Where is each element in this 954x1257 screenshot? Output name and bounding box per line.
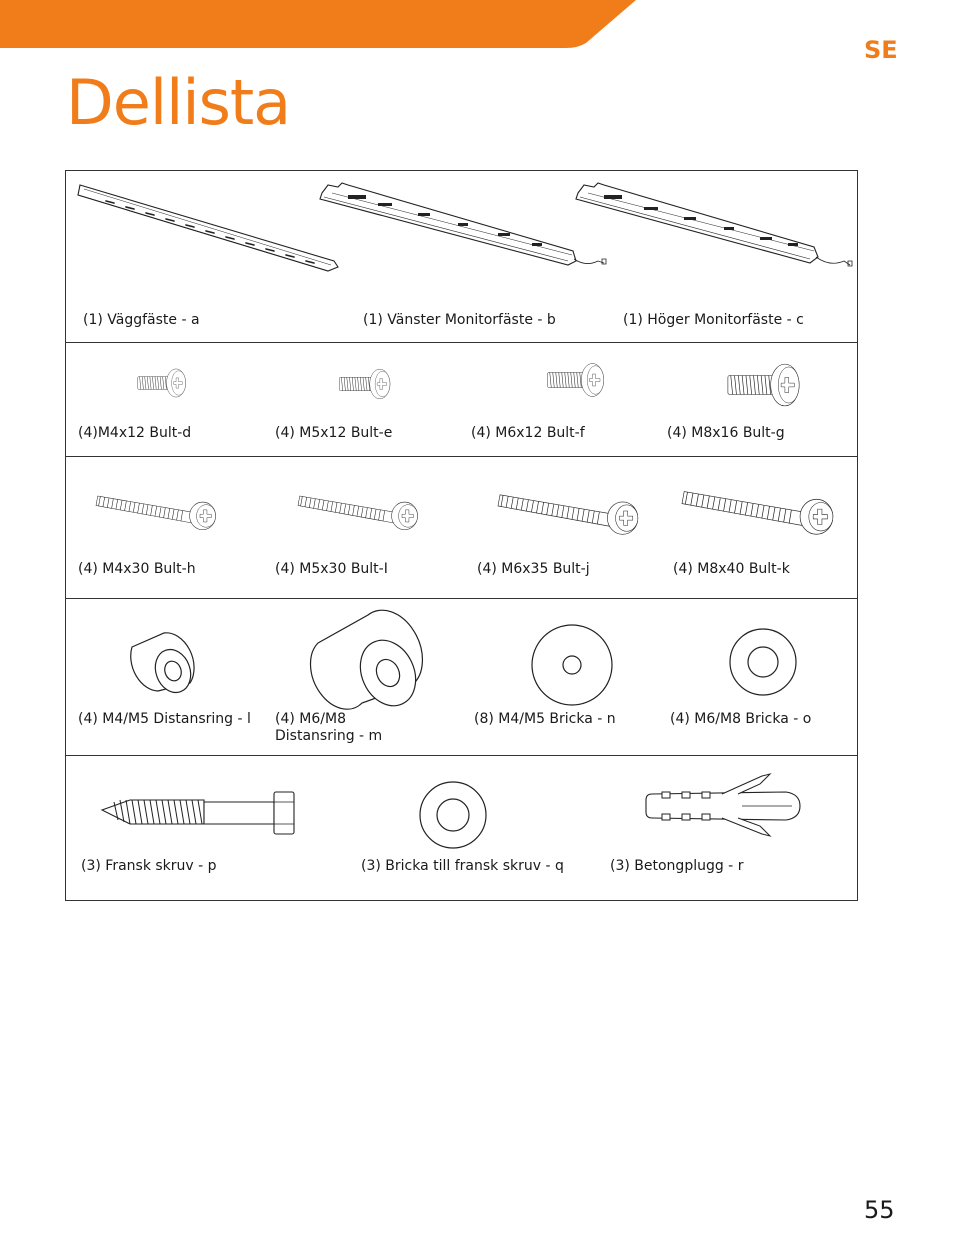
- part-label-b: (1) Vänster Monitorfäste - b: [363, 312, 556, 328]
- washer-icon: [728, 627, 798, 697]
- part-label-r: (3) Betongplugg - r: [610, 858, 744, 874]
- spacer-icon: [126, 627, 198, 693]
- parts-row-spacers-washers: [66, 599, 857, 756]
- spacer-icon: [312, 609, 420, 707]
- header-banner: [0, 0, 640, 50]
- part-label-k: (4) M8x40 Bult-k: [673, 561, 790, 577]
- part-label-n: (8) M4/M5 Bricka - n: [474, 711, 616, 727]
- washer-icon: [530, 623, 614, 707]
- bolt-icon: [298, 477, 428, 541]
- part-label-h: (4) M4x30 Bult-h: [78, 561, 196, 577]
- washer-icon: [418, 780, 488, 850]
- part-label-c: (1) Höger Monitorfäste - c: [623, 312, 804, 328]
- bolt-icon: [136, 367, 188, 399]
- page-title: Dellista: [66, 66, 291, 139]
- parts-row-short-bolts: [66, 343, 857, 457]
- bolt-icon: [546, 361, 606, 399]
- part-label-m-line2: Distansring - m: [275, 728, 383, 744]
- lag-bolt-icon: [100, 788, 300, 838]
- parts-row-long-bolts: [66, 457, 857, 599]
- bolt-icon: [498, 467, 650, 553]
- bolt-icon: [338, 367, 392, 401]
- bolt-icon: [682, 465, 846, 551]
- wall-anchor-icon: [642, 772, 806, 838]
- bolt-icon: [726, 357, 802, 413]
- part-label-j: (4) M6x35 Bult-j: [477, 561, 590, 577]
- left-bracket-icon: [318, 181, 608, 269]
- part-label-e: (4) M5x12 Bult-e: [275, 425, 393, 441]
- part-label-f: (4) M6x12 Bult-f: [471, 425, 585, 441]
- part-label-o: (4) M6/M8 Bricka - o: [670, 711, 812, 727]
- page-number: 55: [864, 1196, 895, 1224]
- part-label-g: (4) M8x16 Bult-g: [667, 425, 785, 441]
- part-label-d: (4)M4x12 Bult-d: [78, 425, 192, 441]
- bolt-icon: [96, 477, 226, 541]
- parts-row-wall-hardware: [66, 756, 857, 900]
- part-label-l: (4) M4/M5 Distansring - l: [78, 711, 251, 727]
- part-label-a: (1) Väggfäste - a: [83, 312, 200, 328]
- part-label-p: (3) Fransk skruv - p: [81, 858, 217, 874]
- wall-plate-icon: [76, 179, 338, 274]
- part-label-q: (3) Bricka till fransk skruv - q: [361, 858, 564, 874]
- part-label-i: (4) M5x30 Bult-I: [275, 561, 388, 577]
- language-code: SE: [864, 36, 898, 64]
- part-label-m-line1: (4) M6/M8: [275, 711, 346, 727]
- parts-row-brackets: [66, 171, 857, 343]
- parts-table: [65, 170, 858, 901]
- right-bracket-icon: [574, 181, 856, 269]
